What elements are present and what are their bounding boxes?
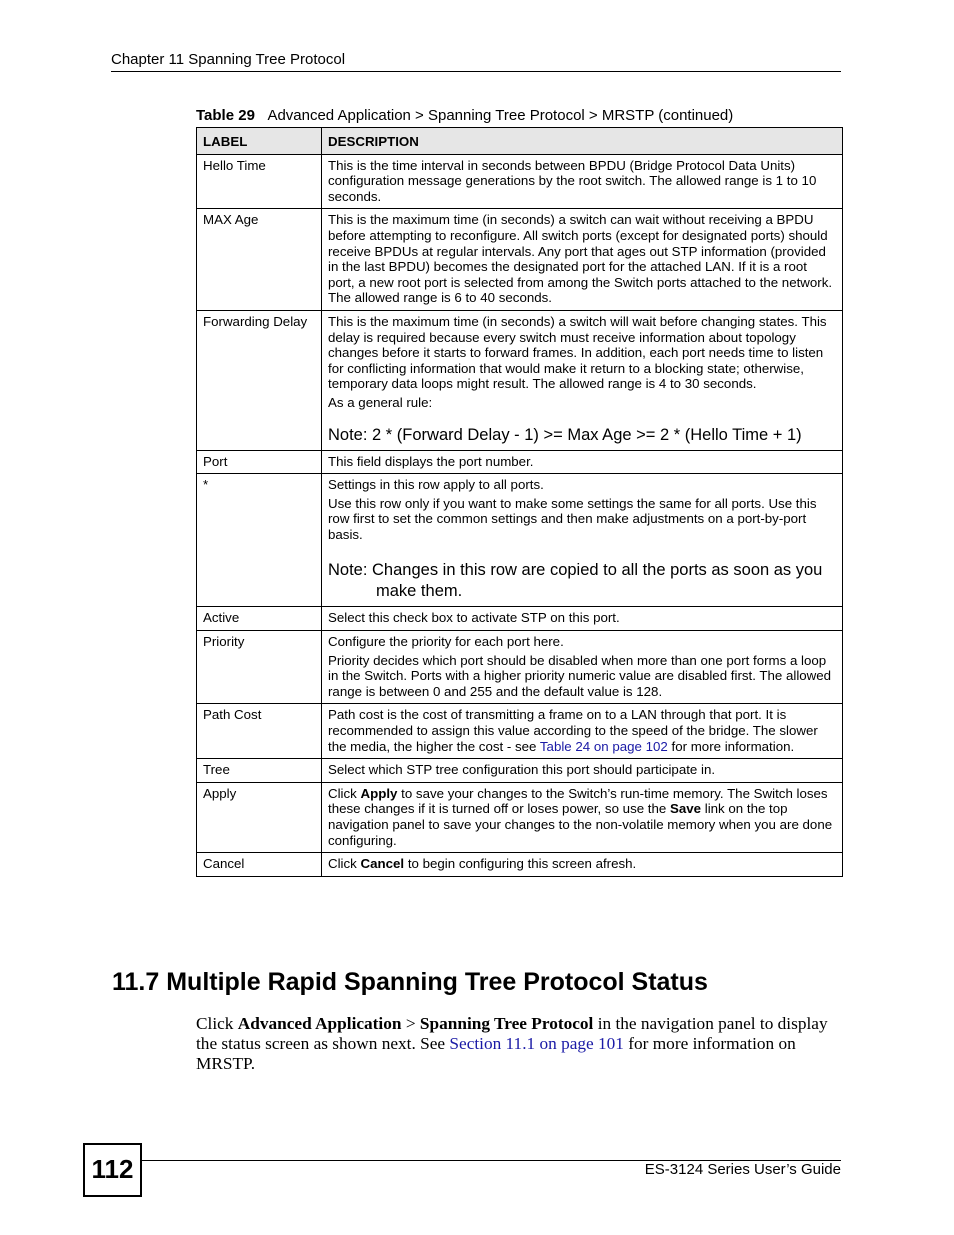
description-paragraph: Priority decides which port should be disabled when more than one port forms a loop in the Switch. Ports with a higher priority numeric value are disabled first. The allowed range is between 0 and 255 and the default value is 128.	[328, 652, 832, 699]
description-paragraph: Use this row only if you want to make some settings the same for all ports. Use this row first to set the common settings and then make adjustments on a port-by-port basis.	[328, 495, 817, 542]
row-description	[322, 853, 843, 877]
save-term: Save	[669, 801, 702, 817]
table-row	[197, 607, 843, 631]
mrstp-table	[196, 127, 843, 877]
row-label: Priority	[197, 631, 322, 704]
header-rule	[111, 71, 841, 72]
table-row	[197, 450, 843, 474]
description-paragraph: Configure the priority for each port here.	[328, 634, 564, 650]
body-text: >	[401, 1014, 420, 1033]
row-label: MAX Age	[197, 209, 322, 311]
column-header-description: DESCRIPTION	[322, 128, 843, 155]
table-row	[197, 154, 843, 209]
table-row	[197, 310, 843, 450]
row-label: Apply	[197, 782, 322, 852]
note-text: Note: 2 * (Forward Delay - 1) >= Max Age >= 2 * (Hello Time + 1)	[328, 425, 802, 444]
description-paragraph: Settings in this row apply to all ports.	[328, 477, 544, 493]
table-row	[197, 759, 843, 783]
description-paragraph: This is the maximum time (in seconds) a switch can wait without receiving a BPDU before attempting to reconfigure. All switch ports (except for designated ports) should receive BPDUs at regular intervals. Any port that ages out STP information (provided in the last BPDU) becomes the designated port for the attached LAN. If it is a root port, a new root port is selected from among the Switch ports attached to the network. The allowed range is 6 to 40 seconds.	[328, 212, 833, 306]
running-header: Chapter 11 Spanning Tree Protocol	[111, 51, 346, 68]
table-row	[197, 853, 843, 877]
body-text: in the navigation panel to display the status screen as shown next. See	[196, 1014, 828, 1053]
section-heading: 11.7 Multiple Rapid Spanning Tree Protocol Status	[112, 968, 708, 996]
note-text: Note: Changes in this row are copied to all the ports as soon as you make them.	[328, 561, 823, 601]
table-row	[197, 704, 843, 759]
description-paragraph	[328, 786, 837, 848]
advanced-application-term: Advanced Application	[237, 1014, 402, 1033]
table-caption	[196, 107, 733, 124]
row-label: Hello Time	[197, 154, 322, 209]
spanning-tree-protocol-term: Spanning Tree Protocol	[419, 1014, 594, 1033]
body-text: Click	[196, 1014, 238, 1033]
description-text: Click	[328, 856, 361, 872]
description-paragraph: This is the time interval in seconds between BPDU (Bridge Protocol Data Units) configuration message generations by the root switch. The allowed range is 1 to 10 seconds.	[328, 157, 817, 204]
column-header-label: LABEL	[197, 128, 322, 155]
description-paragraph	[328, 856, 837, 872]
row-label: Forwarding Delay	[197, 310, 322, 450]
table-row	[197, 782, 843, 852]
table-caption-text: Advanced Application > Spanning Tree Protocol > MRSTP (continued)	[267, 107, 734, 124]
body-text: for more information on MRSTP.	[196, 1034, 796, 1073]
row-label: Tree	[197, 759, 322, 783]
table-header-row	[197, 128, 843, 155]
row-description	[322, 209, 843, 311]
table-caption-label: Table 29	[196, 107, 255, 124]
description-paragraph: This field displays the port number.	[328, 453, 534, 469]
row-description	[322, 607, 843, 631]
description-text: to save your changes to the Switch’s run-time memory. The Switch loses these changes if it is turned off or loses power, so use the	[328, 785, 828, 817]
apply-term: Apply	[360, 785, 398, 801]
description-text: for more information.	[667, 738, 795, 754]
table-row	[197, 209, 843, 311]
description-paragraph: As a general rule:	[328, 394, 433, 410]
row-description	[322, 310, 843, 450]
description-paragraph: Select this check box to activate STP on this port.	[328, 610, 620, 626]
row-description	[322, 704, 843, 759]
description-text: Path cost is the cost of transmitting a frame on to a LAN through that port. It is recommended to assign this value according to the speed of the bridge. The slower the media, the higher the cost - see	[328, 707, 818, 754]
row-description	[322, 450, 843, 474]
row-label: Cancel	[197, 853, 322, 877]
description-paragraph: Select which STP tree configuration this port should participate in.	[328, 762, 716, 778]
row-description	[322, 154, 843, 209]
table-row	[197, 631, 843, 704]
page-number: 112	[83, 1143, 142, 1197]
description-text: link on the top navigation panel to save your changes to the non-volatile memory when you are done configuring.	[328, 801, 833, 848]
row-description	[322, 759, 843, 783]
description-text: Click	[328, 785, 361, 801]
description-text: to begin configuring this screen afresh.	[404, 856, 637, 872]
row-label: Port	[197, 450, 322, 474]
row-label: *	[197, 474, 322, 607]
table-24-link[interactable]: Table 24 on page 102	[539, 738, 668, 754]
row-description	[322, 631, 843, 704]
section-body	[196, 1014, 836, 1074]
row-description	[322, 474, 843, 607]
cancel-term: Cancel	[360, 856, 405, 872]
row-label: Path Cost	[197, 704, 322, 759]
row-label: Active	[197, 607, 322, 631]
section-11-1-link[interactable]: Section 11.1 on page 101	[449, 1034, 624, 1053]
footer-guide-title: ES-3124 Series User’s Guide	[644, 1161, 841, 1178]
row-description	[322, 782, 843, 852]
description-paragraph: This is the maximum time (in seconds) a switch will wait before changing states. This delay is required because every switch must receive information about topology changes before it starts to forward frames. In addition, each port needs time to listen for conflicting information that would make it return to a blocking state; otherwise, temporary data loops might result. The allowed range is 4 to 30 seconds.	[328, 313, 827, 392]
table-row	[197, 474, 843, 607]
description-paragraph	[328, 707, 837, 754]
